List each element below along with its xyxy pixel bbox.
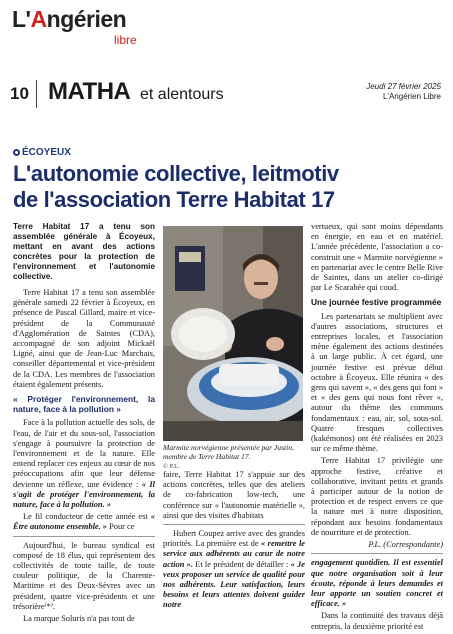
subheading-protect: « Protéger l'environnement, la nature, face à la pollution » [13,394,155,415]
col3-paragraph-1: vertueux, qui sont moins dépendants en énergie, en eau et en matériel. L'année précédente, l'association a co-construit une « Marmite norvégienne » en partenariat avec le centre Belle Rive de Saintes, dans un atelier co-dirigé par Le Scarabée qui coud. [311,222,443,293]
col3-paragraph-3: Terre Habitat 17 privilégie une approche festive, créative et collaborative, invitant petits et grands à participer autour de la notion de protection et de respect envers ce que la nature met à notre disposition, répondant aux besoins fondamentaux de nourriture et de protection. [311,456,443,537]
col1-p2-text: Face à la pollution actuelle des sols, de l'eau, de l'air et du sous-sol, l'association s'engage à poursuivre la protection de l'environnement et de la nature. Elle entend replacer ces enjeux au cœur de nos préoccupations afin que leur défense devienne un réflexe, une évidence : [13,418,155,489]
section-title: MATHA [48,78,131,105]
col2-p2-text2: Et le président de détailler : [195,559,289,569]
newspaper-logo [12,6,126,33]
kicker-text: ÉCOYEUX [22,147,71,158]
caption-text: Marmite norvégienne présentée par Justin, membre de Terre Habitat 17. [163,443,294,461]
logo-prefix: L' [12,6,31,32]
headline-line-2: de l'association Terre Habitat 17 [13,187,335,212]
col1-p3-quote: « Être autonome ensemble. » [13,512,156,532]
col2-p2-quote: « remettre le service aux adhérents au cœur de notre action ». [163,539,306,569]
col1-p3-end: Pour ce [109,522,135,532]
logo-subtitle: libre [114,33,137,47]
photo-credit: © P.L. [163,463,180,470]
section-subtitle: et alentours [140,86,224,103]
article-column-3 [311,222,443,634]
article-signature: P.L. (Correspondante) [368,540,443,550]
col2-paragraph-1: faire, Terre Habitat 17 s'appuie sur des actions concrètes, telles que des ateliers de co-fabrication low-tech, une conférence sur « l'autonomie matérielle », ainsi que des visites d'habitats [163,470,305,520]
subheading-festive: Une journée festive programmée [311,297,442,308]
col3-paragraph-5: Dans la continuité des travaux déjà entrepris, la deuxième priorité est [311,611,443,631]
issue-date: Jeudi 27 février 2025 [366,82,441,91]
col1-paragraph-1: Terre Habitat 17 a tenu son assemblée générale samedi 22 février à Écoyeux, en présence de Pascal Gillard, maire et vice-président de la Communauté d'Agglomération de Saintes (CDA), accompagné de son adjoint Mickaël Ligné, ainsi que de Jean-Luc Marchais, conseiller départemental et vice-président de la CDA. Les membres de l'association étaient également présents. [13,288,155,389]
logo-rest: ngérien [46,6,127,32]
column-divider [163,524,305,525]
dateline [366,82,441,102]
logo-accent: A [30,6,47,32]
col1-p2-quote: « Il s'agit de protéger l'environnement, la nature, face à la pollution. » [13,479,156,510]
photo-caption [163,443,305,471]
col2-paragraph-2 [163,529,305,611]
page-number: 10 [10,84,29,103]
col2-p2-quote2: « Je veux proposer un service de qualité pour nos adhérents. Leur satisfaction, leurs besoins et leurs attentes doivent guider notre [163,559,306,610]
col1-paragraph-5: La marque Soluris n'a pas tout de [23,614,135,624]
location-dot-icon [13,149,20,156]
publication-name: L'Angérien Libre [382,92,441,101]
article-column-2 [163,470,305,613]
article-photo [163,226,303,441]
col1-paragraph-3 [13,512,155,532]
header-divider [36,80,37,108]
photo-illustration [163,226,303,441]
col1-p3-text: Le fil conducteur de cette année est [23,512,148,522]
col3-paragraph-2: Les partenariats se multiplient avec d'autres associations, structures et entreprises locales, et l'association mène également des actions destinées à un large public. À cet égard, une journée festive est prévue début octobre à Écoyeux. Elle réunira « des gens qui savent », « des gens qui font » et « des gens qui nous font rêver », autour du thème des communs fondamentaux : eau, air, sol, sous-sol. Quatre fresques collectives (kakémonos) ont été réalisées en 2023 sur ce même thème. [311,311,443,454]
article-kicker [13,147,71,158]
column-divider [13,536,155,537]
article-column-1 [13,222,155,626]
article-lead: Terre Habitat 17 a tenu son assemblée générale à Écoyeux, mettant en avant des actions concrètes pour la protection de l'environnement et l'autonomie collective. [13,222,155,281]
headline-line-1: L'autonomie collective, leitmotiv [13,161,339,186]
article-headline [13,161,443,213]
col1-paragraph-2 [13,418,155,510]
col2-p2-text: Hubert Coupez arrive avec des grandes priorités. La première est de [163,529,305,549]
column-divider [311,553,443,554]
col3-paragraph-4: engagement quotidien. Il est essentiel que notre organisation soit à leur écoute, réponde à leurs demandes et leur apporte un soutien concret et efficace. » [311,558,443,609]
col1-paragraph-4: Aujourd'hui, le bureau syndical est composé de 18 élus, qui représentent des collectivités de toute taille, de toute couleur politique, de la Charente-Maritime et des Deux-Sèvres avec un président, quatre vice-présidents et une trésorière⁽*⁾. [13,540,155,611]
